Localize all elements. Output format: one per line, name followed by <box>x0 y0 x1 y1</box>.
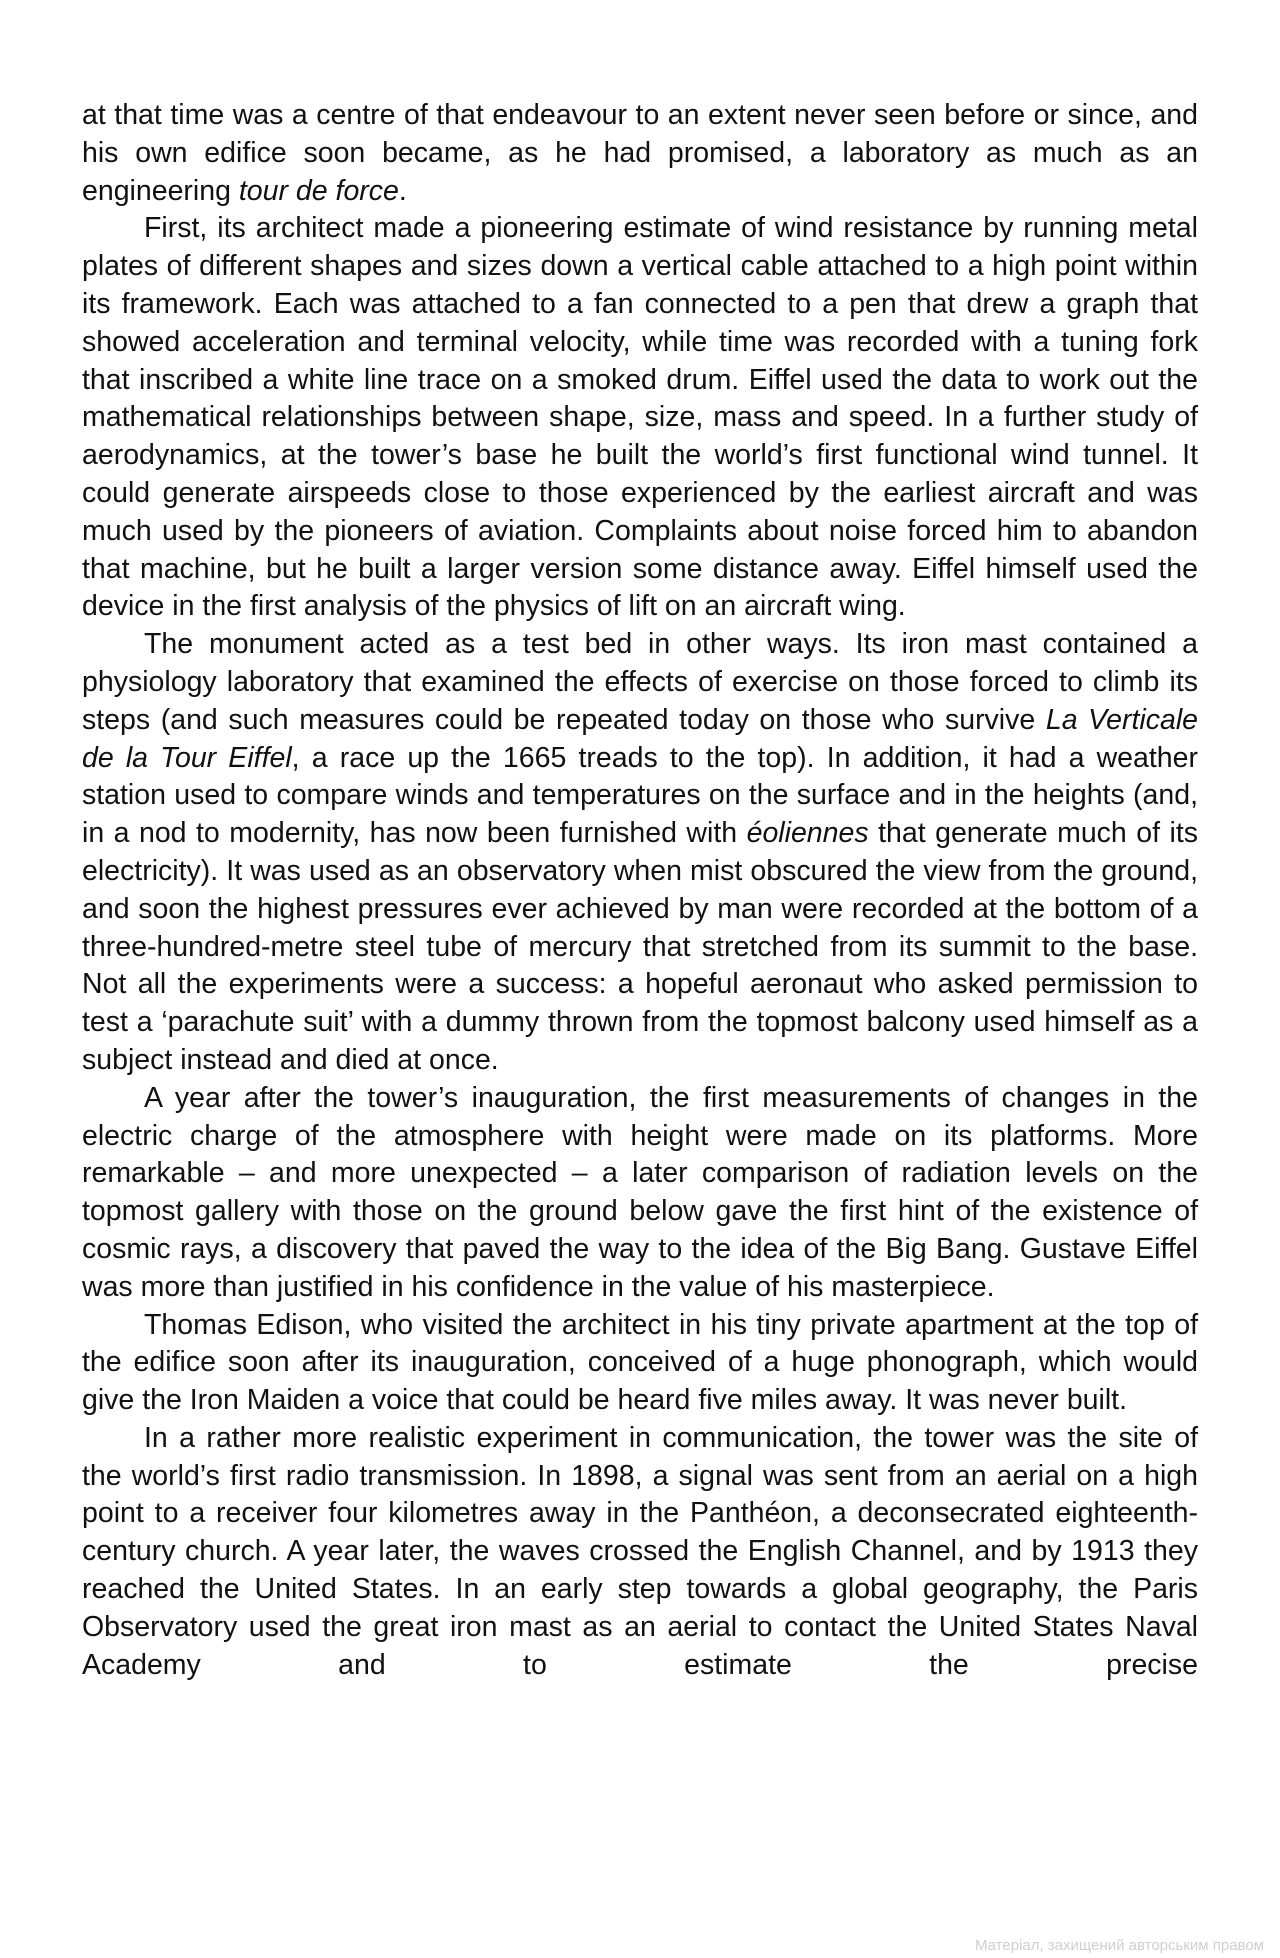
italic-phrase: tour de force <box>238 174 399 207</box>
paragraph-4: A year after the tower’s inauguration, the first measurements of changes in the electric charge of the atmosphere with height were made on its platforms. More remarkable – and more unexpected – a later comparison of radiation levels on the topmost gallery with those on the ground below gave the first hint of the existence of cosmic rays, a discovery that paved the way to the idea of the Big Bang. Gustave Eiffel was more than justified in his confidence in the value of his masterpiece. <box>82 1081 1198 1303</box>
paragraph-2: First, its architect made a pioneering estimate of wind resistance by running metal plates of different shapes and sizes down a vertical cable attached to a high point within its framework. Each was attached to a fan connected to a pen that drew a graph that showed acceleration and terminal velocity, while time was recorded with a tuning fork that inscribed a white line trace on a smoked drum. Eiffel used the data to work out the mathematical relationships between shape, size, mass and speed. In a further study of aerodynamics, at the tower’s base he built the world’s first functional wind tunnel. It could generate airspeeds close to those experienced by the earliest aircraft and was much used by the pioneers of aviation. Complaints about noise forced him to abandon that machine, but he built a larger version some distance away. Eiffel himself used the device in the first analysis of the physics of lift on an aircraft wing. <box>82 212 1198 623</box>
paragraph-1: at that time was a centre of that endeavour to an extent never seen before or since, and his own edifice soon became, as he had promised, a laboratory as much as an engineering tour de force. <box>82 99 1198 207</box>
paragraph-3: The monument acted as a test bed in other ways. Its iron mast contained a physiology laboratory that examined the effects of exercise on those forced to climb its steps (and such measures could be repeated today on those who survive La Verticale de la Tour Eiffel, a race up the 1665 treads to the top). In addition, it had a weather station used to compare winds and temperatures on the surface and in the heights (and, in a nod to modernity, has now been furnished with éoliennes that generate much of its electricity). It was used as an observatory when mist obscured the view from the ground, and soon the highest pressures ever achieved by man were recorded at the bottom of a three-hundred-metre steel tube of mercury that stretched from its summit to the base. Not all the experiments were a success: a hopeful aeronaut who asked permission to test a ‘parachute suit’ with a dummy thrown from the topmost balcony used himself as a subject instead and died at once. <box>82 628 1198 1076</box>
paragraph-5: Thomas Edison, who visited the architect in his tiny private apartment at the top of the edifice soon after its inauguration, conceived of a huge phonograph, which would give the Iron Maiden a voice that could be heard five miles away. It was never built. <box>82 1308 1198 1417</box>
paragraph-6: In a rather more realistic experiment in communication, the tower was the site of the world’s first radio transmission. In 1898, a signal was sent from an aerial on a high point to a receiver four kilometres away in the Panthéon, a deconsecrated eighteenth-century church. A year later, the waves crossed the English Channel, and by 1913 they reached the United States. In an early step towards a global geography, the Paris Observatory used the great iron mast as an aerial to contact the United States Naval Academy and to estimate the precise <box>82 1421 1198 1681</box>
copyright-watermark: Матеріал, захищений авторським правом <box>974 1937 1264 1954</box>
italic-phrase: éoliennes <box>746 817 869 850</box>
document-page <box>82 97 1198 1684</box>
italic-phrase: La Verticale de la Tour Eiffel <box>82 703 1198 774</box>
